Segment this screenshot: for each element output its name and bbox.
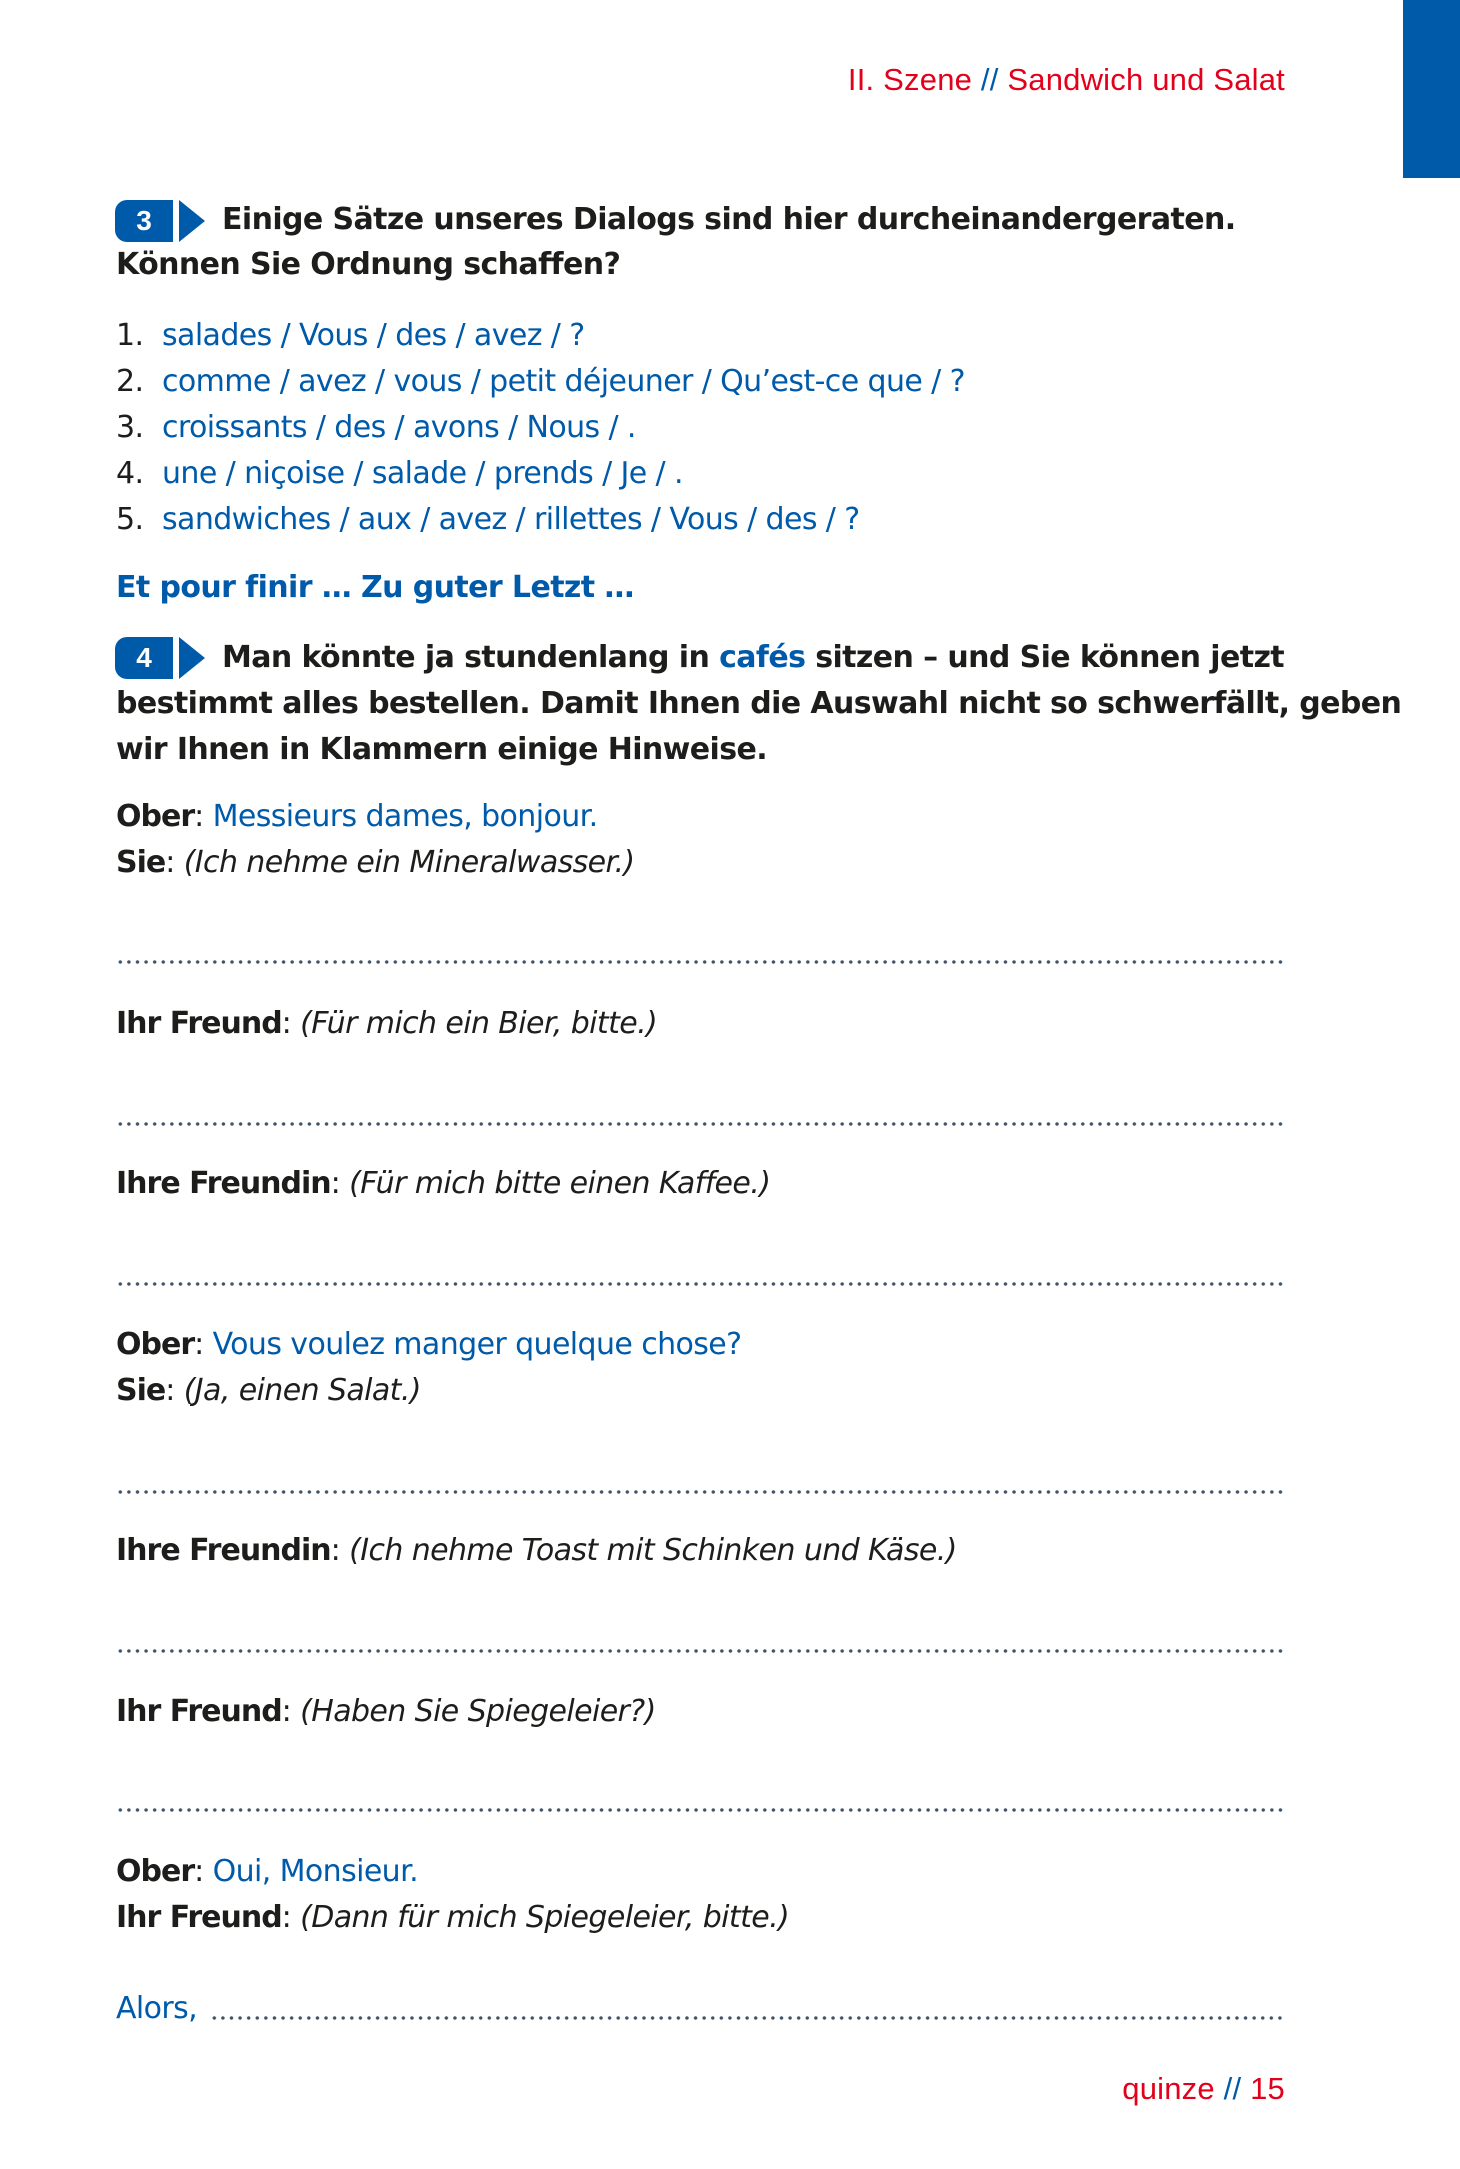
dialog-line bbox=[116, 1852, 418, 1892]
instruction-text: sitzen – und Sie können jetzt bbox=[805, 640, 1285, 675]
page-footer bbox=[1122, 2071, 1285, 2107]
answer-line[interactable] bbox=[116, 1808, 1286, 1812]
colon: : bbox=[330, 1166, 341, 1201]
dialog-line bbox=[116, 1371, 421, 1411]
footer-separator: // bbox=[1223, 2071, 1242, 2106]
exercise-3-badge bbox=[115, 200, 173, 242]
hint-text: (Ja, einen Salat.) bbox=[183, 1373, 421, 1408]
list-number: 2. bbox=[116, 364, 144, 399]
answer-line[interactable] bbox=[116, 1490, 1286, 1494]
page-word: quinze bbox=[1122, 2071, 1215, 2106]
list-item bbox=[116, 362, 965, 402]
chapter-tab-marker bbox=[1403, 0, 1460, 178]
french-line: Oui, Monsieur. bbox=[212, 1854, 419, 1889]
chapter-label: II. Szene bbox=[847, 62, 973, 97]
running-header bbox=[848, 62, 1285, 98]
exercise-3-instruction-line1: Einige Sätze unseres Dialogs sind hier durcheinandergeraten. bbox=[222, 202, 1236, 237]
header-separator: // bbox=[980, 62, 999, 97]
speaker-name: Ober bbox=[116, 799, 195, 834]
exercise-4-instruction-line2: bestimmt alles bestellen. Damit Ihnen die Auswahl nicht so schwerfällt, geben bbox=[116, 686, 1402, 721]
colon: : bbox=[330, 1533, 341, 1568]
french-line: Messieurs dames, bonjour. bbox=[212, 799, 598, 834]
speaker-name: Ober bbox=[116, 1854, 195, 1889]
speaker-name: Sie bbox=[116, 1373, 166, 1408]
colon: : bbox=[165, 845, 175, 880]
exercise-4-instruction-line1 bbox=[222, 638, 1284, 678]
speaker-name: Ober bbox=[116, 1327, 195, 1362]
list-text: salades / Vous / des / avez / ? bbox=[162, 318, 585, 353]
chapter-title: Sandwich und Salat bbox=[1007, 62, 1285, 97]
exercise-4-badge bbox=[115, 637, 173, 679]
hint-text: (Für mich ein Bier, bitte.) bbox=[300, 1006, 658, 1041]
exercise-number: 4 bbox=[136, 642, 152, 673]
hint-text: (Ich nehme ein Mineralwasser.) bbox=[183, 845, 635, 880]
colon: : bbox=[194, 1854, 204, 1889]
answer-line[interactable] bbox=[116, 1122, 1286, 1126]
dialog-line bbox=[116, 1004, 657, 1044]
french-line: Vous voulez manger quelque chose? bbox=[212, 1327, 742, 1362]
list-text: comme / avez / vous / petit déjeuner / Qu’est-ce que / ? bbox=[162, 364, 965, 399]
speaker-name: Ihr Freund bbox=[116, 1694, 282, 1729]
dialog-line bbox=[116, 1325, 741, 1365]
answer-line[interactable] bbox=[116, 960, 1286, 964]
arrow-right-icon bbox=[179, 200, 205, 242]
colon: : bbox=[194, 799, 204, 834]
dialog-line bbox=[116, 1164, 770, 1204]
list-item bbox=[116, 500, 860, 540]
colon: : bbox=[194, 1327, 204, 1362]
speaker-name: Sie bbox=[116, 845, 166, 880]
hint-text: (Dann für mich Spiegeleier, bitte.) bbox=[300, 1900, 790, 1935]
exercise-4-instruction-line3: wir Ihnen in Klammern einige Hinweise. bbox=[116, 732, 768, 767]
answer-line[interactable] bbox=[116, 1649, 1286, 1653]
colon: : bbox=[165, 1373, 175, 1408]
exercise-3-instruction-line2: Können Sie Ordnung schaffen? bbox=[116, 247, 621, 282]
list-number: 3. bbox=[116, 410, 144, 445]
colon: : bbox=[281, 1900, 292, 1935]
list-item bbox=[116, 316, 585, 356]
arrow-right-icon bbox=[179, 637, 205, 679]
dialog-line bbox=[116, 797, 598, 837]
section-heading: Et pour finir … Zu guter Letzt … bbox=[116, 570, 634, 605]
list-item bbox=[116, 454, 683, 494]
list-text: une / niçoise / salade / prends / Je / . bbox=[162, 456, 683, 491]
hint-text: (Haben Sie Spiegeleier?) bbox=[300, 1694, 656, 1729]
answer-line[interactable] bbox=[210, 2016, 1286, 2020]
list-number: 5. bbox=[116, 502, 144, 537]
dialog-line bbox=[116, 1531, 957, 1571]
list-item bbox=[116, 408, 636, 448]
list-text: croissants / des / avons / Nous / . bbox=[162, 410, 636, 445]
speaker-name: Ihr Freund bbox=[116, 1006, 282, 1041]
hint-text: (Ich nehme Toast mit Schinken und Käse.) bbox=[349, 1533, 957, 1568]
closing-prompt: Alors, bbox=[116, 1991, 198, 2026]
instruction-text: Man könnte ja stundenlang in bbox=[222, 640, 720, 675]
list-number: 4. bbox=[116, 456, 144, 491]
colon: : bbox=[281, 1006, 292, 1041]
page-number: 15 bbox=[1250, 2071, 1285, 2106]
answer-line[interactable] bbox=[116, 1282, 1286, 1286]
list-number: 1. bbox=[116, 318, 144, 353]
list-text: sandwiches / aux / avez / rillettes / Vous / des / ? bbox=[162, 502, 860, 537]
dialog-line bbox=[116, 843, 635, 883]
speaker-name: Ihre Freundin bbox=[116, 1166, 331, 1201]
highlight-word: cafés bbox=[719, 640, 806, 675]
colon: : bbox=[281, 1694, 292, 1729]
exercise-number: 3 bbox=[136, 205, 152, 236]
speaker-name: Ihr Freund bbox=[116, 1900, 282, 1935]
dialog-line bbox=[116, 1898, 789, 1938]
dialog-line bbox=[116, 1692, 656, 1732]
speaker-name: Ihre Freundin bbox=[116, 1533, 331, 1568]
hint-text: (Für mich bitte einen Kaffee.) bbox=[349, 1166, 771, 1201]
